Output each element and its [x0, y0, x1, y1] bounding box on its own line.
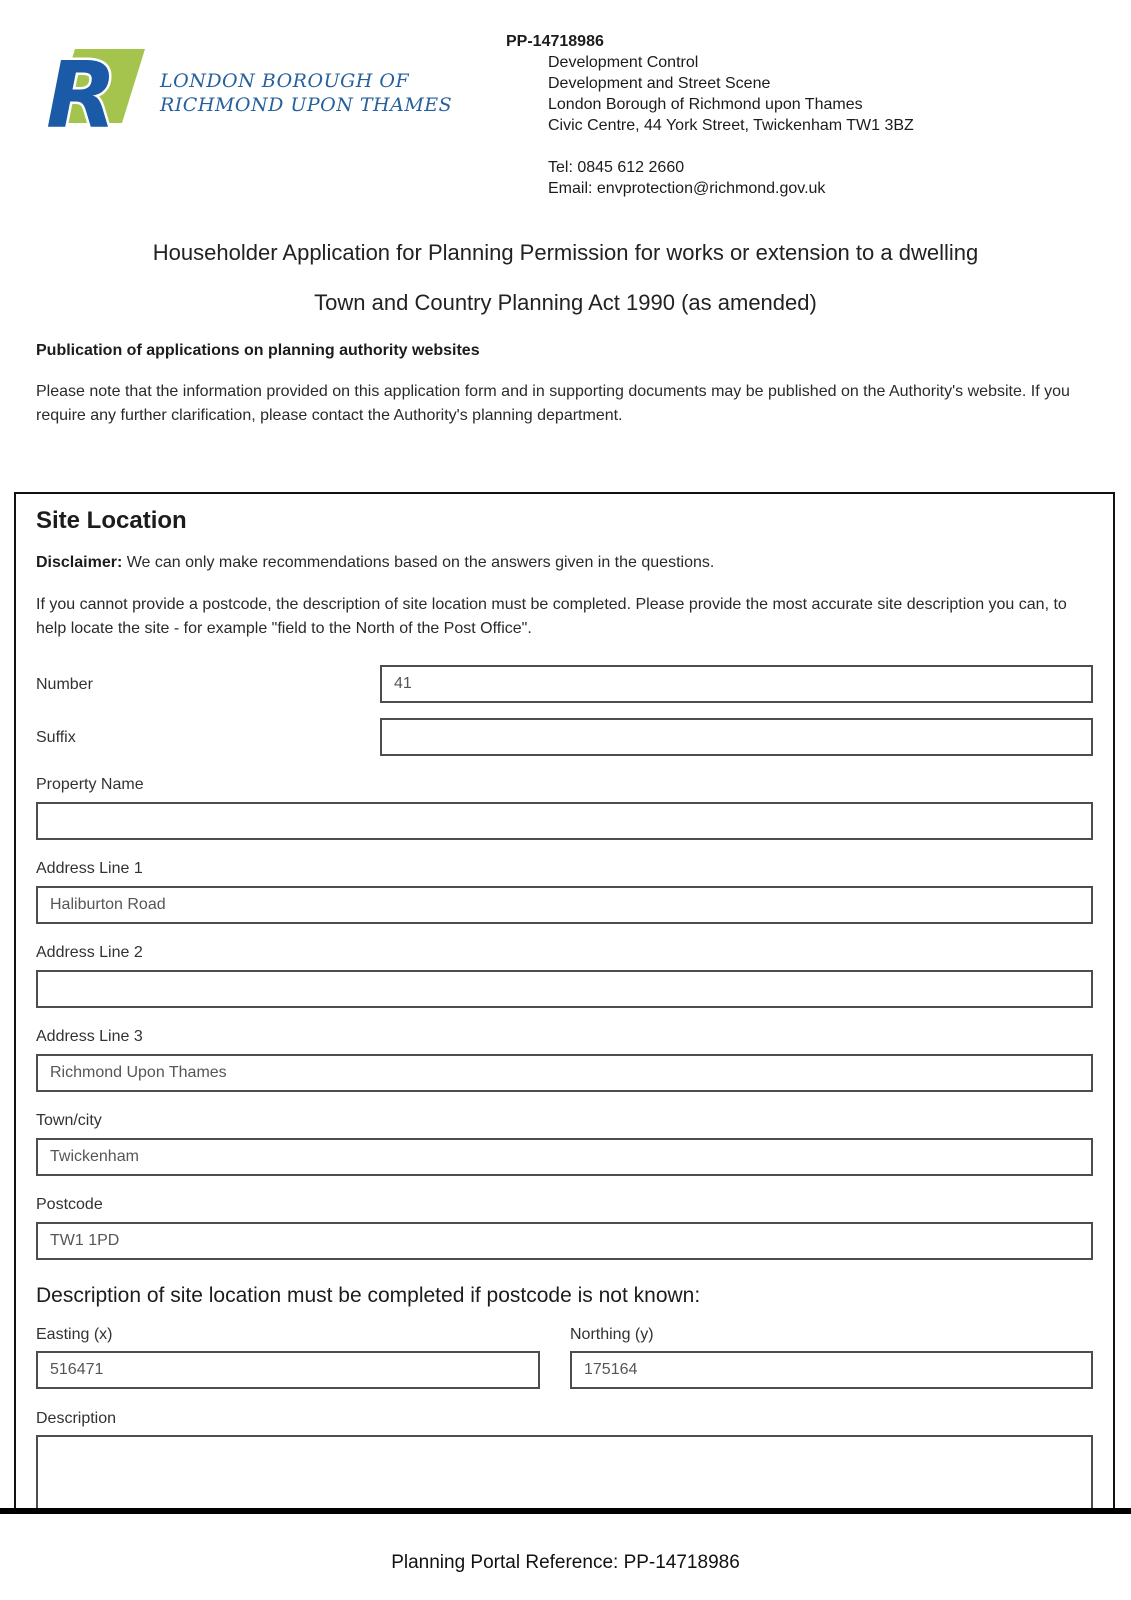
- suffix-field-row: [36, 718, 1093, 756]
- site-location-heading: Site Location: [36, 507, 187, 534]
- address-line: Development Control: [548, 54, 699, 71]
- page-break-divider: [0, 1508, 1131, 1514]
- authority-email: Email: envprotection@richmond.gov.uk: [548, 180, 826, 197]
- site-location-section: [14, 492, 1115, 1508]
- logo-org-line1: LONDON BOROUGH OF: [160, 69, 410, 92]
- page-header: [0, 0, 1131, 212]
- northing-input[interactable]: [570, 1351, 1093, 1389]
- easting-field: [36, 1325, 570, 1389]
- easting-input[interactable]: [36, 1351, 540, 1389]
- logo-org-line2: RICHMOND UPON THAMES: [160, 93, 453, 116]
- description-requirement-heading: Description of site location must be completed if postcode is not known:: [36, 1284, 701, 1307]
- authority-address: [548, 52, 914, 199]
- logo-org-name: [160, 69, 452, 117]
- number-field-row: [36, 665, 1093, 703]
- address-line-2-input[interactable]: [36, 970, 1093, 1008]
- description-field: [36, 1409, 1093, 1508]
- disclaimer-text: [36, 553, 1093, 573]
- address-line-3-label: Address Line 3: [36, 1028, 143, 1045]
- logo-letter: R: [46, 45, 117, 140]
- address-line-2-label: Address Line 2: [36, 944, 143, 961]
- planning-portal-reference: Planning Portal Reference: PP-14718986: [391, 1552, 740, 1573]
- postcode-label: Postcode: [36, 1196, 103, 1213]
- northing-label: Northing (y): [570, 1326, 654, 1343]
- suffix-label: Suffix: [36, 728, 76, 746]
- easting-label: Easting (x): [36, 1326, 113, 1343]
- site-location-intro: If you cannot provide a postcode, the description of site location must be completed. Please provide the most accurate site description you can, to help locate the site - for example "field to the North of the Post Office".: [36, 596, 1067, 637]
- address-line: Development and Street Scene: [548, 75, 771, 92]
- publication-heading: Publication of applications on planning authority websites: [36, 342, 480, 359]
- town-city-field: [36, 1111, 1093, 1176]
- coordinates-row: [36, 1325, 1093, 1389]
- address-line: Civic Centre, 44 York Street, Twickenham TW1 3BZ: [548, 117, 914, 134]
- description-label: Description: [36, 1410, 117, 1427]
- richmond-r-logo-icon: [42, 45, 152, 140]
- address-line-1-input[interactable]: [36, 886, 1093, 924]
- town-city-input[interactable]: [36, 1138, 1093, 1176]
- description-textarea[interactable]: [36, 1435, 1093, 1508]
- publication-body: Please note that the information provided on this application form and in supporting documents may be published on the Authority's website. If you require any further clarification, please contact the Authority's planning department.: [36, 383, 1070, 424]
- authority-phone: Tel: 0845 612 2660: [548, 159, 685, 176]
- application-reference: PP-14718986: [506, 33, 604, 50]
- number-input[interactable]: [380, 665, 1093, 703]
- property-name-label: Property Name: [36, 776, 144, 793]
- address-line-1-field: [36, 859, 1093, 924]
- address-line-1-label: Address Line 1: [36, 860, 143, 877]
- number-label: Number: [36, 675, 93, 693]
- address-line: London Borough of Richmond upon Thames: [548, 96, 863, 113]
- postcode-input[interactable]: [36, 1222, 1093, 1260]
- richmond-logo: [42, 45, 452, 140]
- property-name-field: [36, 775, 1093, 840]
- northing-field: [570, 1325, 1093, 1389]
- authority-contact-block: [506, 31, 914, 199]
- spacer: [548, 136, 914, 157]
- town-city-label: Town/city: [36, 1112, 102, 1129]
- form-subtitle: Town and Country Planning Act 1990 (as amended): [314, 290, 817, 315]
- property-name-input[interactable]: [36, 802, 1093, 840]
- address-line-2-field: [36, 943, 1093, 1008]
- disclaimer-body: We can only make recommendations based on the answers given in the questions.: [122, 554, 715, 571]
- disclaimer-label: Disclaimer:: [36, 554, 123, 571]
- form-title: Householder Application for Planning Permission for works or extension to a dwelling: [152, 240, 979, 265]
- suffix-input[interactable]: [380, 718, 1093, 756]
- address-line-3-input[interactable]: [36, 1054, 1093, 1092]
- postcode-field: [36, 1195, 1093, 1260]
- address-line-3-field: [36, 1027, 1093, 1092]
